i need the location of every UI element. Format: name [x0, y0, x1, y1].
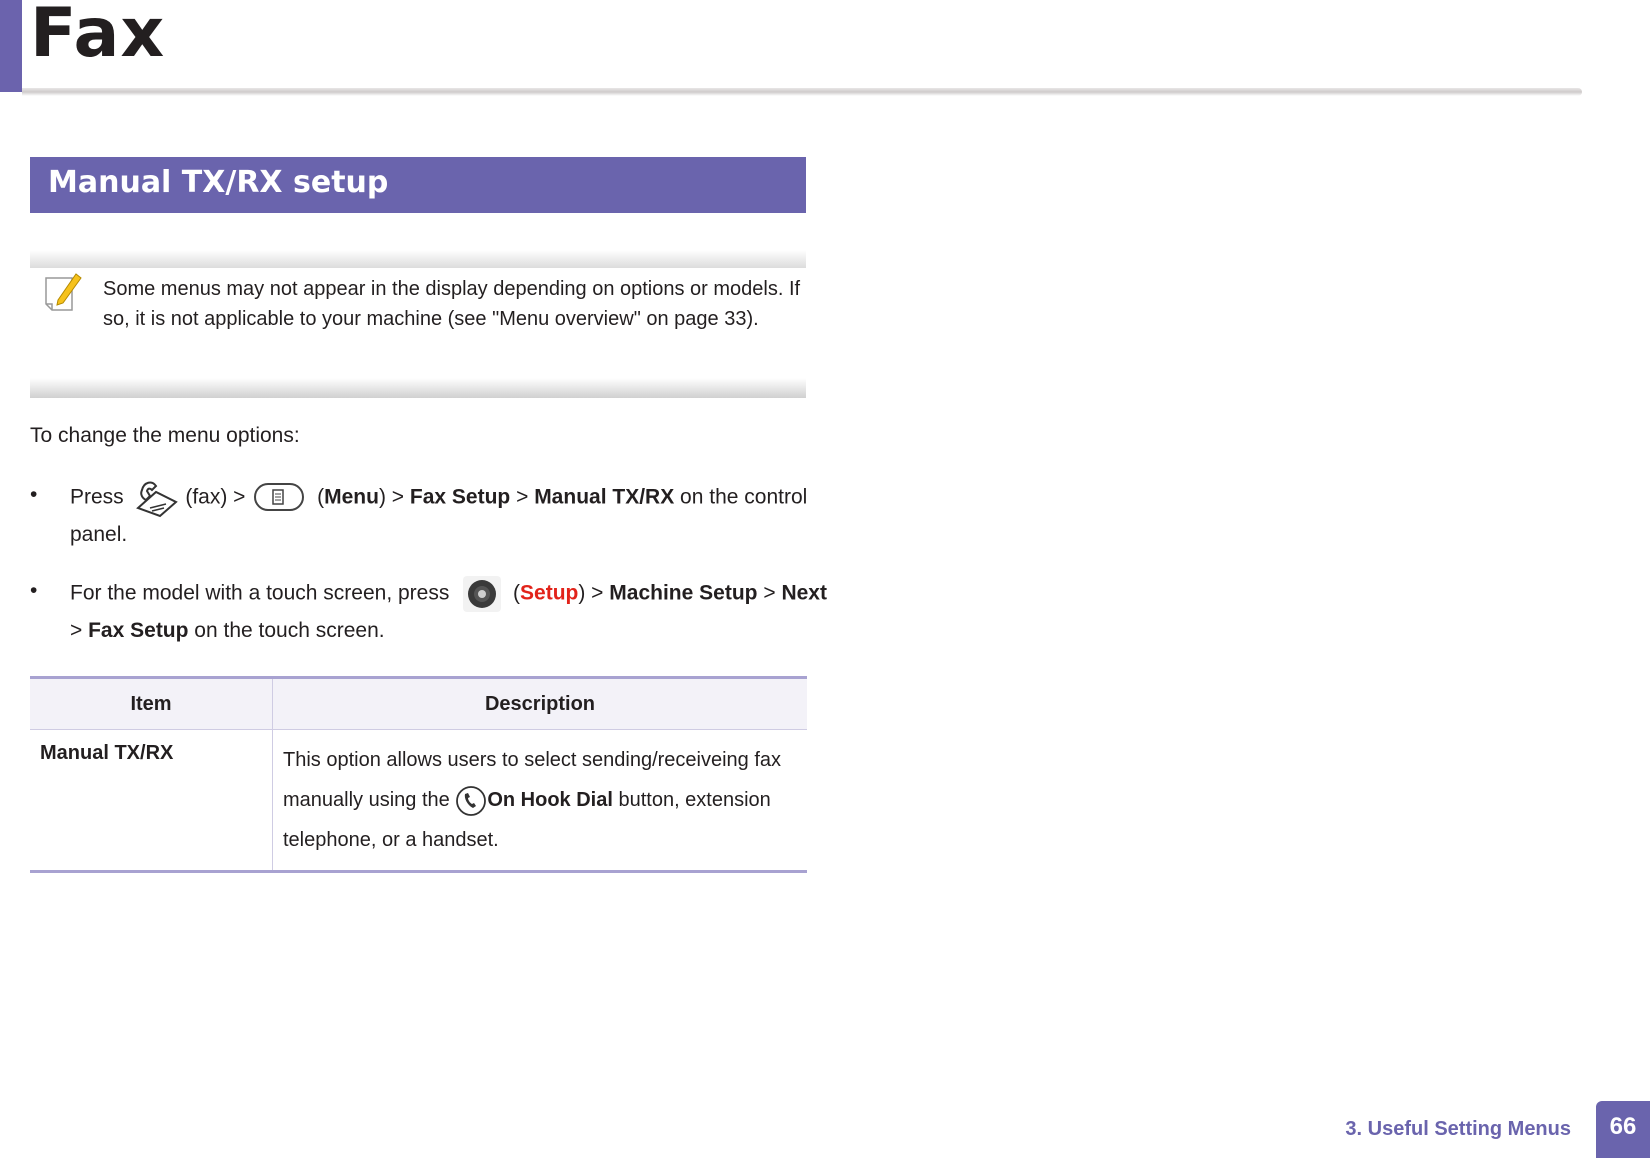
- section-heading: Manual TX/RX setup: [30, 157, 806, 213]
- options-table: [30, 676, 807, 873]
- column-header-description: Description: [273, 678, 808, 730]
- note-bottom-border: [30, 378, 806, 398]
- fax-icon: [130, 478, 180, 518]
- bullet-dot: •: [30, 579, 38, 602]
- column-header-item: Item: [30, 678, 273, 730]
- list-item-text: Press (fax) > (Menu) > Fax Setup > Manual TX/RX on the control panel.: [70, 478, 840, 552]
- note-top-border: [30, 250, 806, 268]
- on-hook-dial-icon: [455, 785, 487, 817]
- page-number-badge: 66: [1596, 1101, 1650, 1158]
- table-cell-item: Manual TX/RX: [30, 730, 273, 872]
- bullet-dot: •: [30, 483, 38, 506]
- menu-button-icon: [251, 480, 311, 516]
- setup-gear-icon: [455, 574, 507, 614]
- table-header-row: [30, 678, 807, 730]
- title-accent-bar: [0, 0, 22, 92]
- table-row: [30, 730, 807, 872]
- footer-chapter-label: 3. Useful Setting Menus: [1345, 1118, 1571, 1140]
- note-pencil-icon: [44, 270, 84, 316]
- list-item-text: For the model with a touch screen, press (Setup) > Machine Setup > Next > Fax Setup on the touch screen.: [70, 574, 840, 648]
- note-text: Some menus may not appear in the display depending on options or models. If so, it is not applicable to your machine (see "Menu overview" on page 33).: [103, 278, 801, 330]
- page-title: Fax: [30, 0, 166, 73]
- intro-text: To change the menu options:: [30, 424, 300, 447]
- title-divider: [22, 88, 1582, 96]
- table-cell-description: This option allows users to select sending/receiveing fax manually using the On Hook Dial button, extension telephone, or a handset.: [273, 730, 808, 872]
